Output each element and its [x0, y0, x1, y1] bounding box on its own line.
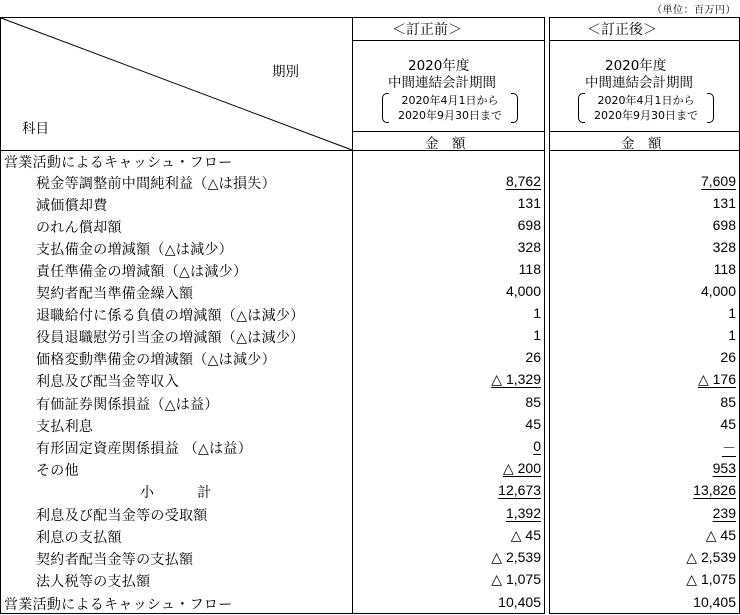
before-value: △ 45	[510, 527, 541, 543]
before-value: △ 1,329	[491, 371, 541, 387]
before-value: 118	[518, 261, 541, 277]
row-label: 契約者配当準備金繰入額	[36, 286, 194, 302]
row-label: 価格変動準備金の増減額（△は減少）	[36, 352, 276, 368]
table-row	[0, 193, 740, 215]
row-label: 責任準備金の増減額（△は減少）	[36, 264, 248, 280]
table-row	[0, 592, 740, 614]
after-title-year: 2020年度	[605, 58, 667, 74]
row-label: 契約者配当金等の支払額	[36, 552, 194, 568]
before-title-year: 2020年度	[408, 58, 470, 74]
before-tag: ＜訂正前＞	[392, 22, 462, 38]
table-row	[0, 569, 740, 591]
row-label: 小 計	[140, 485, 212, 501]
table-row	[0, 436, 740, 458]
after-value: △ 2,539	[686, 549, 736, 565]
before-value: △ 1,075	[491, 571, 541, 587]
table-row	[0, 369, 740, 391]
table-row	[0, 480, 740, 502]
before-value: 328	[517, 239, 541, 255]
table-row	[0, 150, 740, 172]
after-value: 131	[712, 195, 736, 211]
after-range-start: 2020年4月1日から	[597, 94, 695, 107]
after-value: 118	[713, 261, 736, 277]
after-value: 45	[720, 416, 736, 432]
row-label: 税金等調整前中間純利益（△は損失）	[36, 176, 276, 192]
before-value: 85	[525, 394, 541, 410]
after-tag: ＜訂正後＞	[587, 22, 657, 38]
row-label: 有価証券関係損益（△は益）	[36, 397, 219, 413]
table-row	[0, 392, 740, 414]
after-date-range	[578, 93, 714, 123]
row-label: 利息の支払額	[36, 530, 122, 546]
before-value: 12,673	[498, 482, 541, 498]
unit-note: （単位：百万円）	[652, 5, 736, 16]
period-label: 期別	[272, 64, 299, 80]
table-row	[0, 325, 740, 347]
row-label: 役員退職慰労引当金の増減額（△は減少）	[36, 330, 305, 346]
after-value: 13,826	[693, 482, 736, 498]
after-value: 7,609	[700, 173, 736, 189]
before-date-range	[382, 93, 518, 123]
before-value: 698	[517, 217, 541, 233]
table-row	[0, 503, 740, 525]
table-row	[0, 414, 740, 436]
before-value: 10,405	[498, 594, 541, 610]
after-value: △ 176	[697, 371, 736, 387]
before-range-end: 2020年9月30日まで	[398, 109, 502, 122]
after-value: 85	[720, 394, 736, 410]
after-value: 698	[712, 217, 736, 233]
before-value: 0	[533, 438, 541, 454]
row-label: 支払利息	[36, 419, 94, 435]
before-value: △ 2,539	[491, 549, 541, 565]
row-label: 退職給付に係る負債の増減額（△は減少）	[36, 308, 305, 324]
table-row	[0, 215, 740, 237]
row-label: 営業活動によるキャッシュ・フロー	[4, 597, 233, 613]
table-row	[0, 281, 740, 303]
before-title-period: 中間連結会計期間	[388, 75, 496, 91]
row-label: のれん償却額	[36, 220, 122, 236]
before-value: 26	[525, 349, 541, 365]
after-title-period: 中間連結会計期間	[585, 75, 693, 91]
before-value: 1	[533, 327, 541, 343]
before-value: 131	[517, 195, 541, 211]
after-value: △ 1,075	[686, 571, 736, 587]
table-row	[0, 303, 740, 325]
row-label: その他	[36, 463, 79, 479]
before-value: 1,392	[505, 505, 541, 521]
after-value: 239	[712, 505, 736, 521]
table-row	[0, 347, 740, 369]
table-row	[0, 171, 740, 193]
after-value: 4,000	[700, 283, 736, 299]
header-diagonal	[0, 17, 353, 151]
after-value: 10,405	[693, 594, 736, 610]
table-row	[0, 259, 740, 281]
after-amount-label: 金 額	[621, 136, 662, 152]
row-label: 営業活動によるキャッシュ・フロー	[4, 155, 233, 171]
row-label: 支払備金の増減額（△は減少）	[36, 242, 233, 258]
before-range-start: 2020年4月1日から	[401, 94, 499, 107]
before-value: 8,762	[505, 173, 541, 189]
after-value: 26	[720, 349, 736, 365]
after-value: 1	[728, 327, 736, 343]
after-value: △ 45	[705, 527, 736, 543]
subject-label: 科目	[22, 121, 49, 137]
row-label: 法人税等の支払額	[36, 574, 151, 590]
table-row	[0, 525, 740, 547]
before-amount-label: 金 額	[425, 136, 466, 152]
after-value: 1	[728, 305, 736, 321]
table-row	[0, 458, 740, 480]
table-row	[0, 547, 740, 569]
row-label: 利息及び配当金等の受取額	[36, 508, 208, 524]
after-value: 328	[712, 239, 736, 255]
before-value: 4,000	[505, 283, 541, 299]
table-row	[0, 237, 740, 259]
after-value: －	[722, 440, 736, 456]
after-range-end: 2020年9月30日まで	[594, 109, 698, 122]
before-value: 1	[533, 305, 541, 321]
row-label: 利息及び配当金等収入	[36, 374, 179, 390]
after-value: 953	[712, 460, 736, 476]
row-label: 有形固定資産関係損益 （△は益）	[36, 441, 253, 457]
before-value: △ 200	[502, 460, 541, 476]
row-label: 減価償却費	[36, 198, 108, 214]
before-value: 45	[525, 416, 541, 432]
